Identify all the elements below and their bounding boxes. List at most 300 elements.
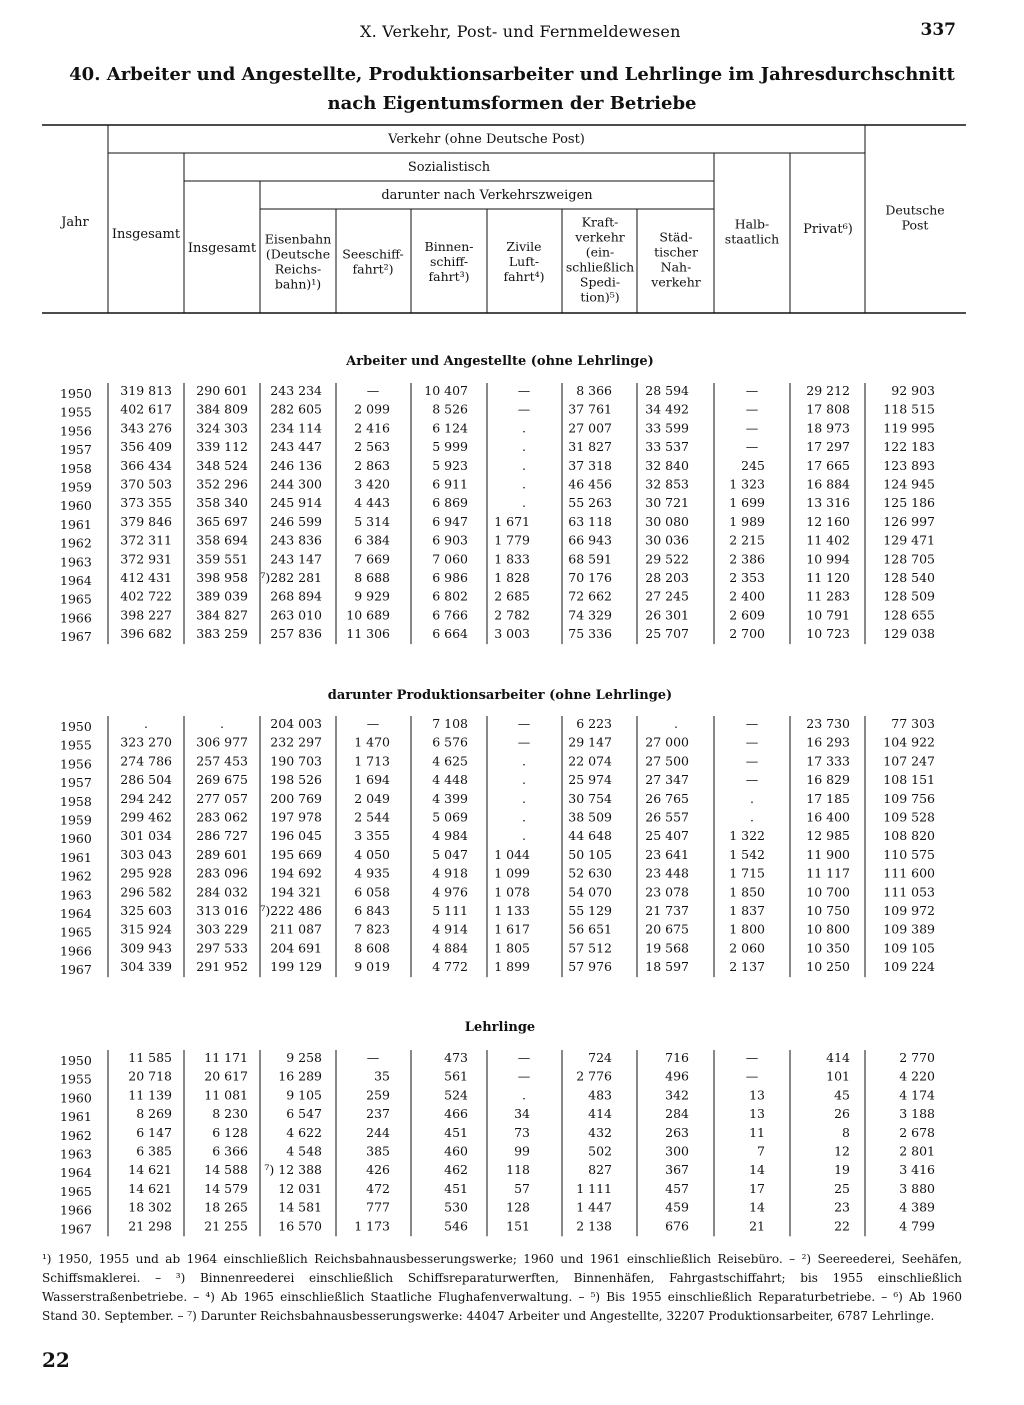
data-cell: 716: [665, 1050, 689, 1065]
header-zivile-luftfahrt: Zivile: [506, 239, 542, 254]
data-cell: 11 283: [806, 588, 850, 604]
data-cell: 502: [588, 1143, 612, 1159]
data-cell: 7 823: [354, 921, 390, 937]
data-cell: 17 808: [806, 401, 850, 417]
data-cell: 3 003: [494, 626, 530, 642]
year-cell: 1956: [60, 756, 92, 772]
data-cell: .: [522, 439, 526, 455]
data-cell: .: [522, 790, 526, 806]
data-cell: 4 443: [354, 495, 390, 511]
data-cell: 28 203: [645, 570, 689, 585]
header-kraftverkehr: schließlich: [565, 259, 635, 275]
data-cell: 34: [514, 1106, 530, 1122]
data-cell: —: [745, 1050, 759, 1065]
data-cell: .: [522, 753, 526, 769]
page-number: 337: [920, 20, 956, 40]
data-cell: 27 000: [645, 734, 689, 750]
year-cell: 1967: [60, 1221, 92, 1237]
year-cell: 1964: [60, 906, 92, 921]
data-cell: 5 923: [432, 457, 468, 473]
data-cell: —: [517, 401, 531, 417]
data-cell: 25 974: [568, 772, 612, 788]
data-cell: 104 922: [883, 734, 935, 750]
data-cell: 6 843: [354, 903, 390, 918]
data-cell: 16 289: [278, 1068, 322, 1084]
data-cell: —: [366, 1050, 380, 1065]
year-cell: 1967: [60, 962, 92, 978]
data-cell: 1 837: [729, 903, 765, 918]
data-cell: 63 118: [568, 513, 612, 529]
data-cell: 26 765: [645, 790, 689, 806]
data-cell: 291 952: [196, 959, 248, 975]
data-cell: 546: [444, 1218, 468, 1234]
data-cell: 1 899: [494, 959, 530, 975]
data-cell: 676: [665, 1218, 689, 1234]
data-cell: 14 581: [278, 1199, 322, 1215]
data-cell: 21 298: [128, 1218, 172, 1234]
data-cell: 22 074: [568, 753, 612, 769]
year-cell: 1966: [60, 1202, 92, 1218]
data-cell: 126 997: [883, 513, 935, 529]
data-cell: 2 863: [354, 457, 390, 473]
data-cell: 6 366: [212, 1143, 248, 1159]
data-cell: 54 070: [568, 884, 612, 900]
data-cell: 2 416: [354, 420, 390, 436]
data-cell: 2 544: [354, 809, 390, 825]
data-cell: 4 448: [432, 772, 468, 788]
data-cell: 45: [834, 1087, 850, 1103]
data-cell: 109 528: [883, 809, 935, 825]
header-zivile-luftfahrt: Luft-: [508, 254, 540, 269]
data-cell: 11 900: [806, 846, 850, 862]
year-cell: 1957: [60, 442, 92, 458]
year-cell: 1950: [60, 1053, 92, 1068]
data-cell: 6 223: [576, 716, 612, 731]
data-cell: 109 224: [883, 959, 935, 975]
year-cell: 1965: [60, 1183, 92, 1199]
data-cell: 4 884: [432, 940, 468, 956]
year-cell: 1963: [60, 887, 92, 903]
data-cell: 1 850: [729, 884, 765, 900]
data-cell: 10 750: [806, 903, 850, 918]
data-cell: 2 609: [729, 607, 765, 623]
header-insgesamt-sozialistisch: Insgesamt: [187, 241, 257, 256]
data-cell: 26: [834, 1106, 850, 1122]
data-cell: 55 129: [568, 903, 612, 918]
data-cell: 402 617: [120, 401, 172, 417]
data-cell: 38 509: [568, 809, 612, 825]
data-cell: 204 691: [270, 940, 322, 956]
data-cell: 1 542: [729, 846, 765, 862]
data-cell: 299 462: [120, 809, 172, 825]
data-cell: 16 293: [806, 734, 850, 750]
data-cell: 26 557: [645, 809, 689, 825]
data-cell: 269 675: [196, 772, 248, 788]
data-cell: 1 715: [729, 865, 765, 881]
data-cell: 460: [444, 1143, 468, 1159]
data-cell: 23 078: [645, 884, 689, 900]
data-cell: 92 903: [891, 383, 935, 398]
data-cell: 75 336: [568, 626, 612, 642]
data-cell: 1 833: [494, 551, 530, 567]
year-cell: 1960: [60, 1090, 92, 1106]
data-cell: 34 492: [645, 401, 689, 417]
data-cell: —: [745, 772, 759, 788]
data-cell: 459: [665, 1199, 689, 1215]
header-kraftverkehr: tion)⁵): [580, 289, 620, 305]
data-cell: 32 853: [645, 476, 689, 492]
data-cell: 44 648: [568, 828, 612, 844]
header-zivile-luftfahrt: fahrt⁴): [503, 269, 545, 284]
data-cell: 9 258: [286, 1050, 322, 1065]
data-cell: 297 533: [196, 940, 248, 956]
data-cell: —: [517, 383, 531, 398]
data-cell: —: [745, 439, 759, 455]
data-cell: 8 366: [576, 383, 612, 398]
data-cell: .: [522, 476, 526, 492]
data-cell: 2 386: [729, 551, 765, 567]
year-cell: 1957: [60, 775, 92, 791]
data-cell: 33 599: [645, 420, 689, 436]
data-cell: 11 171: [204, 1050, 248, 1065]
data-cell: 6 766: [432, 607, 468, 623]
data-cell: 23: [834, 1199, 850, 1215]
data-cell: 286 504: [120, 772, 172, 788]
data-cell: 4 918: [432, 865, 468, 881]
data-cell: 109 389: [883, 921, 935, 937]
data-cell: 28 594: [645, 383, 689, 398]
data-cell: 283 062: [196, 809, 248, 825]
data-cell: 2 400: [729, 588, 765, 604]
year-cell: 1965: [60, 591, 92, 607]
data-cell: 466: [444, 1106, 468, 1122]
data-cell: 8 688: [354, 570, 390, 585]
data-cell: 17: [749, 1180, 765, 1196]
data-cell: 13: [749, 1106, 765, 1122]
data-cell: 25 707: [645, 626, 689, 642]
data-cell: 358 694: [196, 532, 248, 548]
data-cell: 33 537: [645, 439, 689, 455]
data-cell: 284: [665, 1106, 689, 1122]
data-cell: 244 300: [270, 476, 322, 492]
header-staedtischer-nahverkehr: Nah-: [660, 259, 692, 275]
data-cell: 1 099: [494, 865, 530, 881]
data-cell: 190 703: [270, 753, 322, 769]
header-seeschiffahrt: fahrt²): [352, 261, 394, 277]
data-cell: 323 270: [120, 734, 172, 750]
data-cell: 6 802: [432, 588, 468, 604]
header-jahr: Jahr: [61, 215, 89, 230]
data-cell: 1 617: [494, 921, 530, 937]
header-binnenschiffahrt: schiff-: [429, 254, 469, 269]
data-cell: 1 322: [729, 828, 765, 844]
data-cell: 6 903: [432, 532, 468, 548]
data-cell: 2 060: [729, 940, 765, 956]
data-cell: 204 003: [270, 716, 322, 731]
year-cell: 1964: [60, 573, 92, 588]
data-cell: 11 117: [806, 865, 850, 881]
data-cell: 4 399: [432, 790, 468, 806]
data-cell: 16 570: [278, 1218, 322, 1234]
data-cell: 194 321: [270, 884, 322, 900]
data-cell: 300: [665, 1143, 689, 1159]
year-cell: 1958: [60, 460, 92, 476]
data-cell: 827: [588, 1162, 612, 1178]
data-cell: 246 136: [270, 457, 322, 473]
data-cell: 2 770: [899, 1050, 935, 1065]
data-cell: .: [750, 809, 754, 825]
data-cell: 3 355: [354, 828, 390, 844]
data-cell: 4 914: [432, 921, 468, 937]
data-cell: 295 928: [120, 865, 172, 881]
data-cell: .: [674, 716, 678, 731]
data-cell: 1 805: [494, 940, 530, 956]
data-cell: 7 108: [432, 716, 468, 731]
data-cell: 1 044: [494, 846, 530, 862]
data-cell: 245 914: [270, 495, 322, 511]
data-cell: 1 133: [494, 903, 530, 918]
year-cell: 1964: [60, 1165, 92, 1181]
data-cell: 6 385: [136, 1143, 172, 1159]
data-cell: 373 355: [120, 495, 172, 511]
data-cell: 6 128: [212, 1124, 248, 1140]
data-cell: 325 603: [120, 903, 172, 918]
data-cell: 19: [834, 1162, 850, 1178]
data-cell: —: [517, 734, 531, 750]
data-cell: ⁷) 12 388: [264, 1162, 322, 1178]
data-cell: 243 147: [270, 551, 322, 567]
data-cell: 195 669: [270, 846, 322, 862]
header-eisenbahn: bahn)¹): [274, 276, 322, 292]
data-cell: 118 515: [883, 401, 935, 417]
data-cell: 37 761: [568, 401, 612, 417]
year-cell: 1962: [60, 868, 92, 884]
data-cell: 5 111: [432, 903, 468, 918]
data-cell: 128 509: [883, 588, 935, 604]
data-cell: 27 347: [645, 772, 689, 788]
data-cell: 11 120: [806, 570, 850, 585]
data-cell: 109 972: [883, 903, 935, 918]
data-cell: 8 269: [136, 1106, 172, 1122]
data-cell: 451: [444, 1180, 468, 1196]
data-cell: 389 039: [196, 588, 248, 604]
data-cell: 2 782: [494, 607, 530, 623]
data-cell: 263 010: [270, 607, 322, 623]
data-cell: 257 836: [270, 626, 322, 642]
data-cell: 50 105: [568, 846, 612, 862]
header-verkehr: Verkehr (ohne Deutsche Post): [388, 132, 585, 147]
year-cell: 1966: [60, 610, 92, 626]
data-cell: 74 329: [568, 607, 612, 623]
data-cell: 109 756: [883, 790, 935, 806]
header-eisenbahn: Reichs-: [274, 261, 322, 277]
data-cell: 483: [588, 1087, 612, 1103]
data-cell: 359 551: [196, 551, 248, 567]
data-cell: 367: [665, 1162, 689, 1178]
data-cell: 2 678: [899, 1124, 935, 1140]
data-cell: 19 568: [645, 940, 689, 956]
data-cell: 232 297: [270, 734, 322, 750]
data-cell: 4 548: [286, 1143, 322, 1159]
data-cell: 384 827: [196, 607, 248, 623]
data-cell: 6 147: [136, 1124, 172, 1140]
data-cell: 385: [366, 1143, 390, 1159]
data-cell: 352 296: [196, 476, 248, 492]
data-cell: 6 124: [432, 420, 468, 436]
running-header-section: X. Verkehr, Post- und Fernmeldewesen: [360, 22, 681, 41]
header-eisenbahn: (Deutsche: [265, 246, 331, 262]
data-cell: 2 137: [729, 959, 765, 975]
data-cell: 243 447: [270, 439, 322, 455]
data-cell: —: [745, 401, 759, 417]
data-cell: 18 302: [128, 1199, 172, 1215]
data-cell: 2 563: [354, 439, 390, 455]
data-cell: 29 212: [806, 383, 850, 398]
data-cell: 66 943: [568, 532, 612, 548]
data-cell: 11 585: [128, 1050, 172, 1065]
data-cell: 68 591: [568, 551, 612, 567]
data-cell: 2 099: [354, 401, 390, 417]
data-cell: 35: [374, 1068, 390, 1084]
data-cell: 1 694: [354, 772, 390, 788]
header-staedtischer-nahverkehr: tischer: [654, 244, 698, 260]
section-title: darunter Produktionsarbeiter (ohne Lehrlinge): [327, 688, 673, 703]
data-cell: 13 316: [806, 495, 850, 511]
data-cell: 398 227: [120, 607, 172, 623]
year-cell: 1961: [60, 516, 92, 532]
data-cell: 3 188: [899, 1106, 935, 1122]
data-cell: 7 060: [432, 551, 468, 567]
data-cell: 457: [665, 1180, 689, 1196]
data-cell: 319 813: [120, 383, 172, 398]
data-cell: —: [517, 716, 531, 731]
year-cell: 1950: [60, 719, 92, 734]
data-cell: .: [522, 1087, 526, 1103]
data-cell: 9 929: [354, 588, 390, 604]
data-cell: 5 999: [432, 439, 468, 455]
data-cell: 234 114: [270, 420, 322, 436]
data-cell: 14 621: [128, 1162, 172, 1178]
data-cell: 10 800: [806, 921, 850, 937]
data-cell: 2 801: [899, 1143, 935, 1159]
data-cell: 18 597: [645, 959, 689, 975]
section-title: Lehrlinge: [464, 1020, 536, 1035]
data-cell: 23 641: [645, 846, 689, 862]
data-cell: 10 994: [806, 551, 850, 567]
data-cell: 110 575: [883, 846, 935, 862]
year-cell: 1967: [60, 629, 92, 645]
data-cell: .: [220, 716, 224, 731]
data-cell: 128: [506, 1199, 530, 1215]
data-cell: 7: [757, 1143, 765, 1159]
section-title: Arbeiter und Angestellte (ohne Lehrlinge): [346, 354, 654, 369]
data-cell: 9 105: [286, 1087, 322, 1103]
data-cell: 4 984: [432, 828, 468, 844]
data-cell: 473: [444, 1050, 468, 1065]
data-cell: —: [366, 383, 380, 398]
data-cell: 55 263: [568, 495, 612, 511]
year-cell: 1958: [60, 793, 92, 809]
data-cell: 7 669: [354, 551, 390, 567]
data-cell: 1 699: [729, 495, 765, 511]
data-cell: 30 080: [645, 513, 689, 529]
data-cell: 11 402: [806, 532, 850, 548]
data-cell: 8 526: [432, 401, 468, 417]
data-cell: 46 456: [568, 476, 612, 492]
data-cell: 1 671: [494, 513, 530, 529]
data-cell: 4 625: [432, 753, 468, 769]
data-cell: 14: [749, 1199, 765, 1215]
data-cell: 13: [749, 1087, 765, 1103]
data-cell: 383 259: [196, 626, 248, 642]
data-cell: —: [745, 716, 759, 731]
data-cell: 10 723: [806, 626, 850, 642]
year-cell: 1962: [60, 1127, 92, 1143]
table-title-line-1: 40. Arbeiter und Angestellte, Produktionsarbeiter und Lehrlinge im Jahresdurchschnitt: [69, 64, 955, 85]
data-cell: 101: [826, 1068, 850, 1084]
data-cell: 289 601: [196, 846, 248, 862]
header-staedtischer-nahverkehr: Städ-: [659, 229, 693, 245]
data-cell: 107 247: [883, 753, 935, 769]
year-cell: 1961: [60, 1109, 92, 1125]
year-cell: 1960: [60, 831, 92, 847]
data-cell: 282 605: [270, 401, 322, 417]
data-cell: 451: [444, 1124, 468, 1140]
data-cell: —: [366, 716, 380, 731]
data-cell: 283 096: [196, 865, 248, 881]
year-cell: 1950: [60, 386, 92, 401]
data-cell: 128 540: [883, 570, 935, 585]
year-cell: 1966: [60, 943, 92, 959]
data-cell: 6 058: [354, 884, 390, 900]
year-cell: 1955: [60, 1071, 92, 1087]
data-cell: 4 976: [432, 884, 468, 900]
data-cell: 30 721: [645, 495, 689, 511]
data-cell: 16 829: [806, 772, 850, 788]
data-cell: 244: [366, 1124, 390, 1140]
data-cell: 16 400: [806, 809, 850, 825]
data-cell: 111 053: [883, 884, 935, 900]
data-cell: 9 019: [354, 959, 390, 975]
data-cell: 301 034: [120, 828, 172, 844]
data-cell: 1 173: [354, 1218, 390, 1234]
data-cell: 414: [588, 1106, 612, 1122]
data-cell: 6 986: [432, 570, 468, 585]
data-cell: 11: [749, 1124, 765, 1140]
data-cell: 2 138: [576, 1218, 612, 1234]
year-cell: 1963: [60, 1146, 92, 1162]
data-cell: 246 599: [270, 513, 322, 529]
data-cell: —: [745, 1068, 759, 1084]
data-cell: 129 038: [883, 626, 935, 642]
data-cell: 194 692: [270, 865, 322, 881]
data-cell: 6 664: [432, 626, 468, 642]
data-cell: 426: [366, 1162, 390, 1178]
data-cell: 274 786: [120, 753, 172, 769]
header-halbstaatlich: staatlich: [724, 231, 780, 247]
data-cell: 398 958: [196, 570, 248, 585]
data-cell: 1 828: [494, 570, 530, 585]
data-cell: 296 582: [120, 884, 172, 900]
data-cell: 348 524: [196, 457, 248, 473]
data-cell: 30 754: [568, 790, 612, 806]
data-cell: 119 995: [883, 420, 935, 436]
header-halbstaatlich: Halb-: [734, 216, 770, 232]
data-cell: 77 303: [891, 716, 935, 731]
data-cell: 21 255: [204, 1218, 248, 1234]
data-cell: 25: [834, 1180, 850, 1196]
data-cell: 1 323: [729, 476, 765, 492]
